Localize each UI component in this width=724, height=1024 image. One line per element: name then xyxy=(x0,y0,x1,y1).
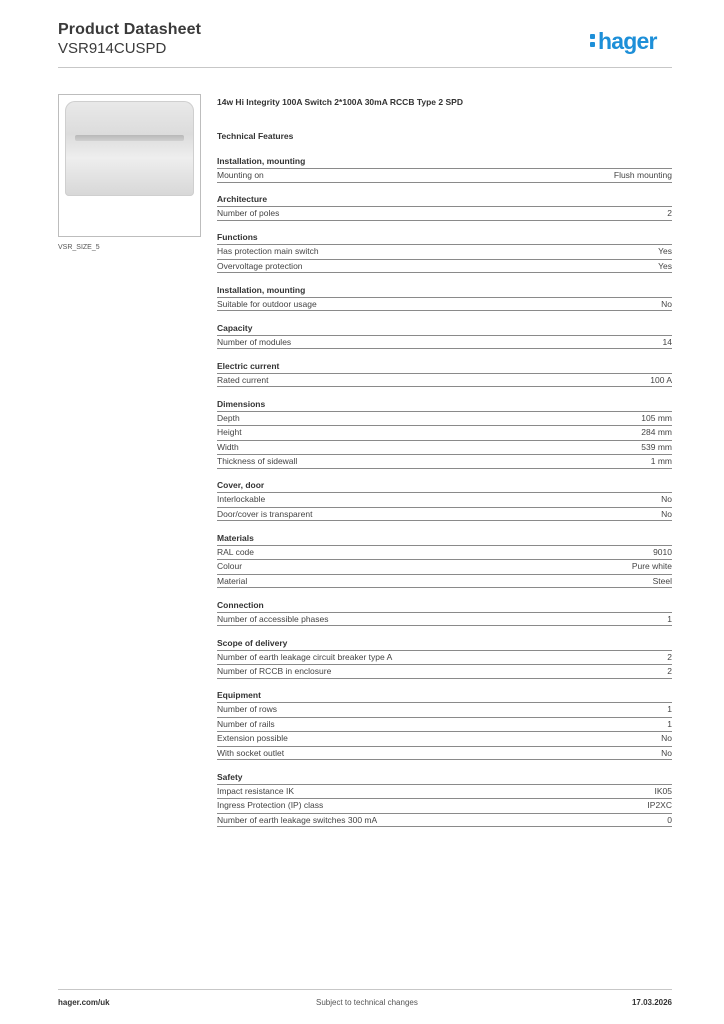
feature-row xyxy=(217,813,672,828)
feature-section xyxy=(217,637,672,679)
footer-date: 17.03.2026 xyxy=(631,998,672,1007)
feature-value: 1 xyxy=(667,613,672,624)
product-name: 14w Hi Integrity 100A Switch 2*100A 30mA RCCB Type 2 SPD xyxy=(217,97,463,107)
feature-row xyxy=(217,507,672,522)
feature-rows xyxy=(217,612,672,627)
feature-section xyxy=(217,360,672,388)
feature-label: Suitable for outdoor usage xyxy=(217,298,317,309)
feature-row xyxy=(217,650,672,665)
feature-row xyxy=(217,559,672,574)
feature-section xyxy=(217,479,672,521)
feature-row xyxy=(217,335,672,350)
feature-row xyxy=(217,798,672,813)
feature-rows xyxy=(217,545,672,589)
section-title: Installation, mounting xyxy=(217,156,306,166)
feature-row xyxy=(217,702,672,717)
feature-value: No xyxy=(661,298,672,309)
feature-rows xyxy=(217,244,672,273)
feature-value: 1 mm xyxy=(650,456,672,466)
feature-section xyxy=(217,231,672,273)
feature-value: No xyxy=(661,494,672,504)
feature-section xyxy=(217,532,672,589)
feature-row xyxy=(217,168,672,183)
feature-rows xyxy=(217,168,672,183)
feature-row xyxy=(217,492,672,507)
section-title: Functions xyxy=(217,232,258,242)
feature-value: 1 xyxy=(667,704,672,714)
logo-text: hager xyxy=(598,28,657,54)
feature-row xyxy=(217,612,672,627)
feature-label: Number of poles xyxy=(217,208,280,218)
feature-label: Number of modules xyxy=(217,336,292,347)
feature-row xyxy=(217,454,672,469)
section-title: Installation, mounting xyxy=(217,284,306,295)
feature-row xyxy=(217,545,672,560)
feature-row xyxy=(217,574,672,589)
feature-section xyxy=(217,398,672,469)
feature-value: 2 xyxy=(667,651,672,662)
feature-row xyxy=(217,440,672,455)
section-title: Dimensions xyxy=(217,398,266,409)
feature-value: 100 A xyxy=(650,374,672,385)
feature-value: 0 xyxy=(667,814,672,825)
feature-label: Has protection main switch xyxy=(217,246,319,256)
feature-value: No xyxy=(661,508,672,519)
feature-section xyxy=(217,193,672,221)
enclosure-window-slot xyxy=(75,135,184,141)
section-title: Materials xyxy=(217,532,254,543)
feature-label: Height xyxy=(217,427,242,437)
feature-label: Number of earth leakage switches 300 mA xyxy=(217,814,378,825)
feature-value: Yes xyxy=(658,260,672,271)
feature-section xyxy=(217,322,672,350)
feature-label: Impact resistance IK xyxy=(217,785,295,796)
feature-label: Rated current xyxy=(217,374,269,385)
feature-value: Yes xyxy=(658,246,672,256)
enclosure-product-image xyxy=(65,101,194,196)
header-divider xyxy=(58,67,672,68)
feature-value: 9010 xyxy=(653,546,672,557)
feature-label: Number of rows xyxy=(217,704,277,714)
feature-value: 1 xyxy=(667,718,672,729)
feature-row xyxy=(217,746,672,761)
feature-value: Flush mounting xyxy=(613,170,672,180)
feature-label: Number of RCCB in enclosure xyxy=(217,666,332,676)
feature-value: 2 xyxy=(667,666,672,676)
page-title: Product Datasheet xyxy=(58,21,202,38)
feature-row xyxy=(217,411,672,426)
feature-label: Thickness of sidewall xyxy=(217,456,298,466)
feature-label: Depth xyxy=(217,412,240,423)
feature-value: IP2XC xyxy=(647,800,672,810)
section-title: Scope of delivery xyxy=(217,637,288,648)
feature-value: 105 mm xyxy=(641,412,672,423)
feature-value: No xyxy=(661,733,672,743)
section-title: Architecture xyxy=(217,194,268,204)
feature-value: 284 mm xyxy=(641,427,672,437)
feature-value: 14 xyxy=(662,336,672,347)
feature-row xyxy=(217,373,672,388)
feature-rows xyxy=(217,784,672,828)
feature-rows xyxy=(217,335,672,350)
feature-section xyxy=(217,689,672,760)
feature-value: 2 xyxy=(667,208,672,218)
feature-rows xyxy=(217,702,672,760)
feature-value: IK05 xyxy=(654,785,672,796)
feature-label: Number of accessible phases xyxy=(217,613,329,624)
feature-value: 539 mm xyxy=(641,441,672,452)
feature-rows xyxy=(217,411,672,469)
feature-label: Interlockable xyxy=(217,494,266,504)
feature-value: No xyxy=(661,747,672,758)
footer-website: hager.com/uk xyxy=(58,998,110,1007)
feature-row xyxy=(217,259,672,274)
feature-rows xyxy=(217,373,672,388)
feature-row xyxy=(217,425,672,440)
section-title: Connection xyxy=(217,599,264,610)
feature-value: Pure white xyxy=(631,561,672,571)
feature-label: Overvoltage protection xyxy=(217,260,303,271)
hager-logo xyxy=(590,28,657,55)
feature-row xyxy=(217,206,672,221)
product-image-frame xyxy=(58,94,201,237)
feature-row xyxy=(217,297,672,312)
section-title: Capacity xyxy=(217,322,253,333)
feature-label: With socket outlet xyxy=(217,747,285,758)
feature-row xyxy=(217,731,672,746)
footer-divider xyxy=(58,989,672,990)
feature-rows xyxy=(217,650,672,679)
feature-label: Width xyxy=(217,441,239,452)
datasheet-content xyxy=(217,96,672,838)
feature-section xyxy=(217,771,672,828)
feature-section xyxy=(217,284,672,312)
feature-label: Mounting on xyxy=(217,170,264,180)
product-reference: VSR914CUSPD xyxy=(58,40,167,57)
feature-label: Material xyxy=(217,575,248,586)
section-title: Safety xyxy=(217,771,243,782)
features-sections xyxy=(217,155,672,827)
feature-label: Colour xyxy=(217,561,243,571)
feature-value: Steel xyxy=(652,575,672,586)
feature-label: RAL code xyxy=(217,546,255,557)
feature-row xyxy=(217,784,672,799)
feature-label: Ingress Protection (IP) class xyxy=(217,800,324,810)
footer-notice: Subject to technical changes xyxy=(316,998,418,1007)
feature-label: Number of earth leakage circuit breaker type A xyxy=(217,651,393,662)
feature-row xyxy=(217,664,672,679)
technical-features-title: Technical Features xyxy=(217,131,294,141)
feature-label: Number of rails xyxy=(217,718,275,729)
feature-label: Door/cover is transparent xyxy=(217,508,313,519)
section-title: Electric current xyxy=(217,360,280,371)
feature-row xyxy=(217,244,672,259)
product-image-caption: VSR_SIZE_5 xyxy=(58,244,100,251)
feature-row xyxy=(217,717,672,732)
feature-label: Extension possible xyxy=(217,733,288,743)
feature-rows xyxy=(217,206,672,221)
section-title: Equipment xyxy=(217,690,261,700)
feature-rows xyxy=(217,297,672,312)
feature-rows xyxy=(217,492,672,521)
logo-dots-icon xyxy=(590,32,596,49)
feature-section xyxy=(217,155,672,183)
feature-section xyxy=(217,599,672,627)
section-title: Cover, door xyxy=(217,480,265,490)
